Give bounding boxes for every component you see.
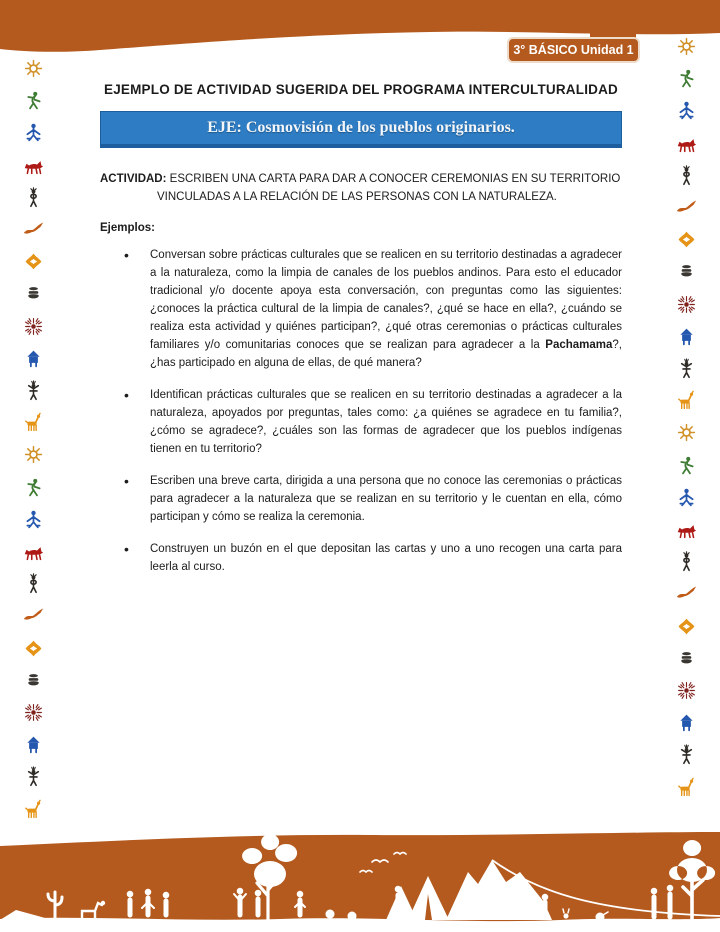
red-fox-icon [23, 155, 44, 176]
condor-icon [23, 219, 44, 240]
shaman-icon [23, 380, 44, 401]
black-person-icon [23, 187, 44, 208]
activity-statement [100, 170, 622, 206]
examples-list [100, 246, 622, 576]
blue-person-icon [676, 100, 697, 121]
red-fox-icon [23, 541, 44, 562]
llama-icon [23, 799, 44, 820]
activity-label: ACTIVIDAD: [100, 173, 167, 185]
llama-icon [676, 777, 697, 798]
eje-banner [100, 111, 622, 148]
black-person-icon [676, 165, 697, 186]
red-sun-icon [23, 316, 44, 337]
green-dancer-icon [23, 477, 44, 498]
sun-figure-icon [676, 36, 697, 57]
pot-icon [676, 648, 697, 669]
flower-icon [23, 638, 44, 659]
footer-art [0, 832, 720, 932]
shaman-icon [23, 766, 44, 787]
flower-icon [676, 229, 697, 250]
activity-line1: ACTIVIDAD: ESCRIBEN UNA CARTA PARA DAR A CONOCER CEREMONIAS EN SU TERRITORIO [100, 173, 621, 185]
llama-icon [676, 390, 697, 411]
list-item: • Construyen un buzón en el que depositan las cartas y uno a uno recogen una carta para leerla al curso. [124, 540, 622, 576]
blue-house-icon [23, 348, 44, 369]
sun-figure-icon [23, 58, 44, 79]
black-person-icon [23, 573, 44, 594]
sun-figure-icon [676, 422, 697, 443]
list-item: • Escriben una breve carta, dirigida a una persona que no conoce las ceremonias o prácticas para agradecer a la naturaleza que se realizan en su territorio y le cuentan en ella, cómo participan y cómo se realiza la ceremonia. [124, 472, 622, 526]
pot-icon [23, 283, 44, 304]
green-dancer-icon [23, 90, 44, 111]
activity-line2: VINCULADAS A LA RELACIÓN DE LAS PERSONAS CON LA NATURALEZA. [157, 191, 557, 203]
flower-icon [23, 251, 44, 272]
blue-person-icon [676, 487, 697, 508]
red-fox-icon [676, 133, 697, 154]
examples-label: Ejemplos: [100, 222, 155, 234]
condor-icon [676, 197, 697, 218]
pot-icon [676, 261, 697, 282]
right-icon-column [666, 36, 706, 798]
blue-house-icon [676, 326, 697, 347]
eje-banner-label: EJE: Cosmovisión de los pueblos originarios. [207, 119, 515, 136]
list-item: • Conversan sobre prácticas culturales que se realicen en su territorio destinadas a agradecer a la naturaleza, como la limpia de canales de los pueblos andinos. Para esto el educador tradicional y/o docente apoya esta conversación, con preguntas como las siguientes: ¿conoces la práctica cultural de la limpia de canales?, ¿qué se hace en ella?, ¿cuándo se realiza esta actividad y quiénes participan?, ¿qué otras ceremonias o prácticas culturales familiares y/o comunitarias conoces que se realizan para agradecer a la Pachamama?, ¿has participado en alguna de ellas, de qué manera? [124, 246, 622, 372]
black-person-icon [676, 551, 697, 572]
left-icon-column [13, 58, 53, 820]
unit-badge-label: 3° BÁSICO Unidad 1 [513, 43, 634, 57]
red-sun-icon [676, 680, 697, 701]
unit-badge [507, 37, 640, 63]
shaman-icon [676, 358, 697, 379]
content-area [100, 82, 622, 590]
pot-icon [23, 670, 44, 691]
condor-icon [23, 605, 44, 626]
blue-person-icon [23, 122, 44, 143]
list-item: • Identifican prácticas culturales que se realicen en su territorio destinadas a agradecer a la naturaleza, apoyados por preguntas, tales como: ¿a quiénes se agradece en tu familia?, ¿cómo se agradece?, ¿cuáles son las formas de agradecer que los pueblos indígenas tienen en tu territorio? [124, 386, 622, 458]
condor-icon [676, 583, 697, 604]
sun-figure-icon [23, 444, 44, 465]
red-sun-icon [23, 702, 44, 723]
blue-house-icon [676, 712, 697, 733]
green-dancer-icon [676, 455, 697, 476]
page-title: EJEMPLO DE ACTIVIDAD SUGERIDA DEL PROGRAMA INTERCULTURALIDAD [103, 82, 618, 97]
llama-icon [23, 412, 44, 433]
green-dancer-icon [676, 68, 697, 89]
shaman-icon [676, 744, 697, 765]
red-fox-icon [676, 519, 697, 540]
flower-icon [676, 616, 697, 637]
blue-person-icon [23, 509, 44, 530]
red-sun-icon [676, 294, 697, 315]
blue-house-icon [23, 734, 44, 755]
